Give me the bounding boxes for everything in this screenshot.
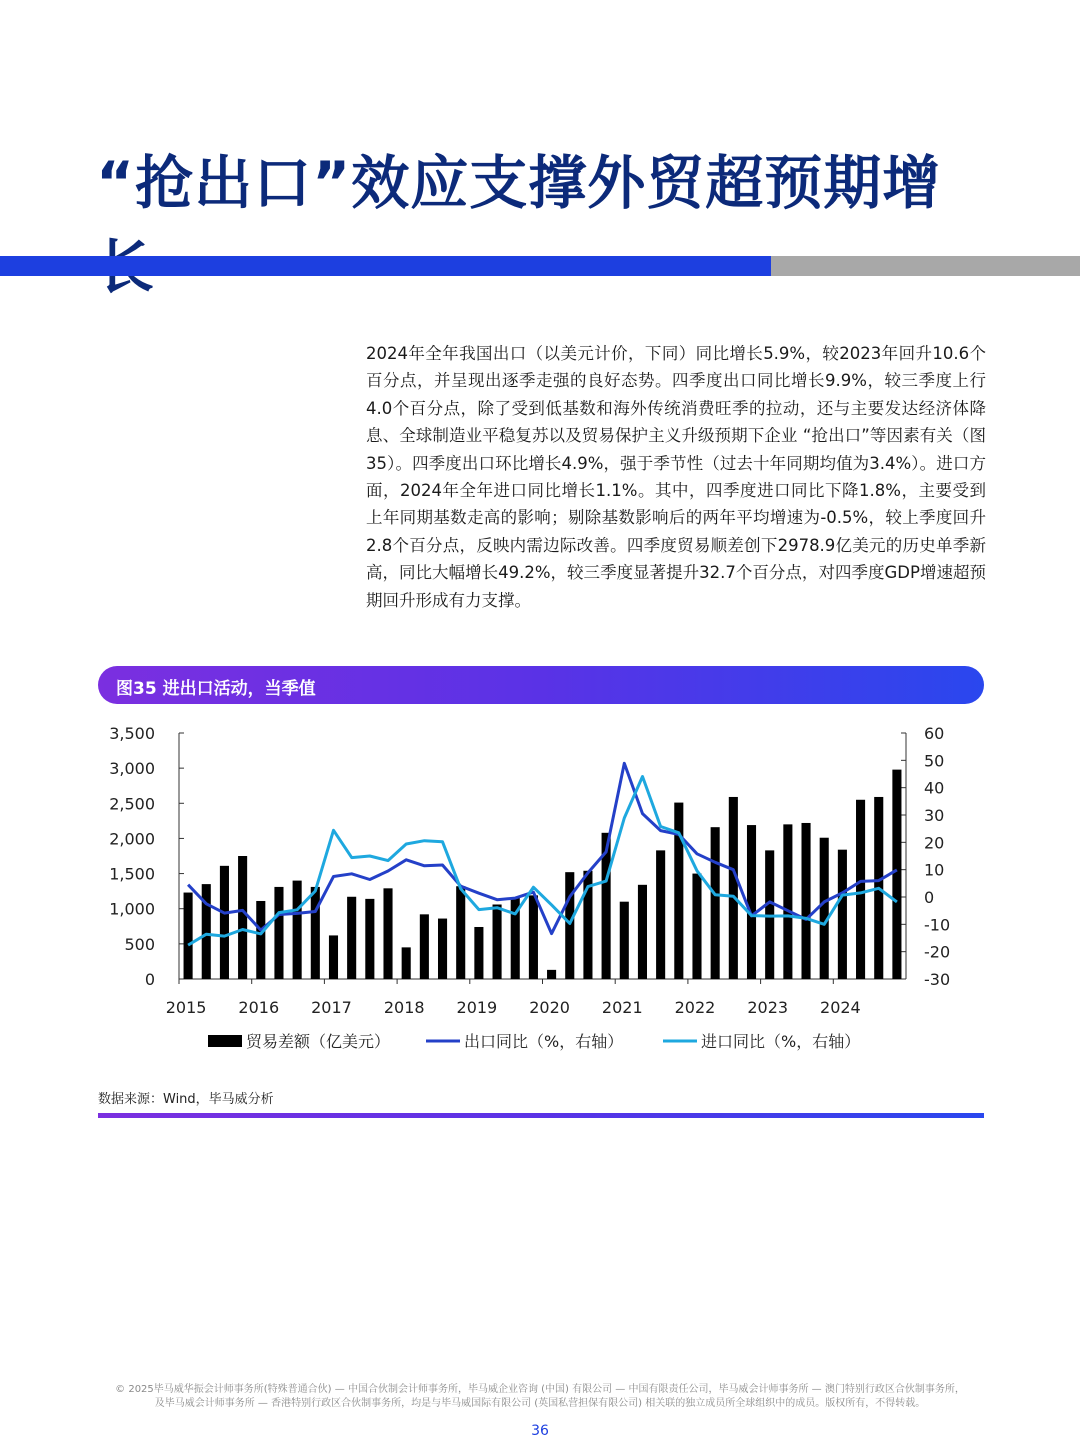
trade-balance-bar [674, 803, 683, 979]
trade-balance-bar [383, 888, 392, 979]
trade-balance-bar [329, 935, 338, 979]
trade-balance-bar [420, 914, 429, 979]
x-tick-label: 2023 [747, 998, 789, 1017]
right-tick-label: 60 [924, 724, 945, 743]
trade-balance-bar [656, 850, 665, 979]
figure-header-bar [98, 666, 984, 704]
legend-import-yoy-label: 进口同比（%，右轴） [701, 1032, 861, 1051]
copyright-line-1: © 2025毕马威华振会计师事务所(特殊普通合伙) — 中国合伙制会计师事务所，毕马威企业咨询 (中国) 有限公司 — 中国有限责任公司，毕马威会计师事务所 — 澳门特别行政区合伙制事务所， [115, 1384, 965, 1395]
page-number: 36 [531, 1423, 549, 1439]
legend-export-yoy-label: 出口同比（%，右轴） [464, 1032, 624, 1051]
right-tick-label: 40 [924, 778, 945, 798]
trade-chart [96, 720, 986, 1065]
trade-balance-bar [638, 885, 647, 979]
left-tick-label: 0 [144, 970, 155, 989]
left-tick-label: 1,000 [109, 899, 155, 919]
x-tick-label: 2018 [383, 998, 425, 1017]
trade-balance-bar [547, 970, 556, 979]
right-tick-label: -20 [924, 942, 951, 962]
trade-balance-bar [274, 887, 283, 979]
x-tick-label: 2022 [674, 998, 716, 1017]
trade-balance-bar [456, 886, 465, 979]
right-tick-label: 30 [924, 806, 945, 825]
trade-balance-bar [529, 895, 538, 979]
right-tick-label: 0 [924, 888, 935, 907]
figure-source: 数据来源：Wind，毕马威分析 [98, 1092, 274, 1107]
x-tick-label: 2024 [820, 998, 861, 1017]
trade-balance-bar [892, 770, 901, 979]
x-tick-label: 2019 [456, 998, 498, 1017]
trade-balance-bar [493, 904, 502, 979]
copyright-footer [100, 1383, 980, 1411]
trade-balance-bar [711, 827, 720, 979]
right-tick-label: 20 [924, 833, 945, 853]
body-paragraph: 2024年全年我国出口（以美元计价，下同）同比增长5.9%，较2023年回升10.6个百分点，并呈现出逐季走强的良好态势。四季度出口同比增长9.9%，较三季度上行4.0个百分点，除了受到低基数和海外传统消费旺季的拉动，还与主要发达经济体降息、全球制造业平稳复苏以及贸易保护主义升级预期下企业 “抢出口”等因素有关（图35）。四季度出口环比增长4.9%，强于季节性（过去十年同期均值为3.4%）。进口方面，2024年全年进口同比增长1.1%。其中，四季度进口同比下降1.8%，主要受到上年同期基数走高的影响；剔除基数影响后的两年平均增速为-0.5%，较上季度回升2.8个百分点，反映内需边际改善。四季度贸易顺差创下2978.9亿美元的历史单季新高，同比大幅增长49.2%，较三季度显著提升32.7个百分点，对四季度GDP增速超预期回升形成有力支撑。 [366, 344, 986, 610]
trade-balance-bar [347, 897, 356, 979]
x-tick-label: 2021 [601, 998, 643, 1017]
title-rule-grey [771, 256, 1080, 276]
right-tick-label: -30 [924, 970, 951, 989]
trade-balance-bar [565, 872, 574, 979]
trade-balance-bar [783, 824, 792, 979]
trade-balance-bar [311, 887, 320, 979]
legend-trade-balance-label: 贸易差额（亿美元） [246, 1032, 391, 1051]
trade-balance-bar [220, 866, 229, 979]
trade-balance-bar [820, 838, 829, 979]
x-tick-label: 2015 [165, 998, 207, 1017]
trade-balance-bar [402, 947, 411, 979]
x-tick-label: 2017 [311, 998, 352, 1017]
x-tick-label: 2016 [238, 998, 280, 1017]
figure-title: 图35 进出口活动，当季值 [116, 679, 316, 699]
x-tick-label: 2020 [529, 998, 570, 1017]
right-tick-label: 10 [924, 860, 945, 880]
left-tick-label: 3,000 [109, 759, 155, 779]
trade-balance-bar [620, 902, 629, 979]
trade-balance-bar [801, 823, 810, 979]
left-tick-label: 2,500 [109, 794, 155, 814]
trade-balance-bar [729, 797, 738, 979]
trade-balance-bar [365, 899, 374, 979]
trade-balance-bar [256, 901, 265, 979]
trade-balance-bar [238, 856, 247, 979]
figure-bottom-rule [98, 1113, 984, 1118]
trade-balance-bar [474, 927, 483, 979]
trade-balance-bar [438, 919, 447, 979]
left-tick-label: 3,500 [109, 724, 155, 743]
right-tick-label: 50 [924, 751, 945, 771]
legend-trade-balance-swatch [208, 1035, 242, 1047]
left-tick-label: 1,500 [109, 864, 155, 884]
copyright-line-2: 及毕马威会计师事务所 — 香港特别行政区合伙制事务所，均是与毕马威国际有限公司 (英国私营担保有限公司) 相关联的独立成员所全球组织中的成员。版权所有，不得转载。 [154, 1398, 926, 1409]
page-title: “抢出口”效应支撑外贸超预期增 [96, 149, 942, 217]
trade-balance-bar [184, 893, 193, 979]
trade-balance-bar [692, 874, 701, 979]
trade-balance-bar [856, 800, 865, 979]
trade-balance-bar [747, 825, 756, 979]
left-tick-label: 500 [124, 934, 155, 954]
title-rule-blue [0, 256, 771, 276]
left-tick-label: 2,000 [109, 829, 155, 849]
trade-balance-bar [293, 881, 302, 979]
right-tick-label: -10 [924, 915, 951, 935]
trade-balance-bar [838, 850, 847, 979]
